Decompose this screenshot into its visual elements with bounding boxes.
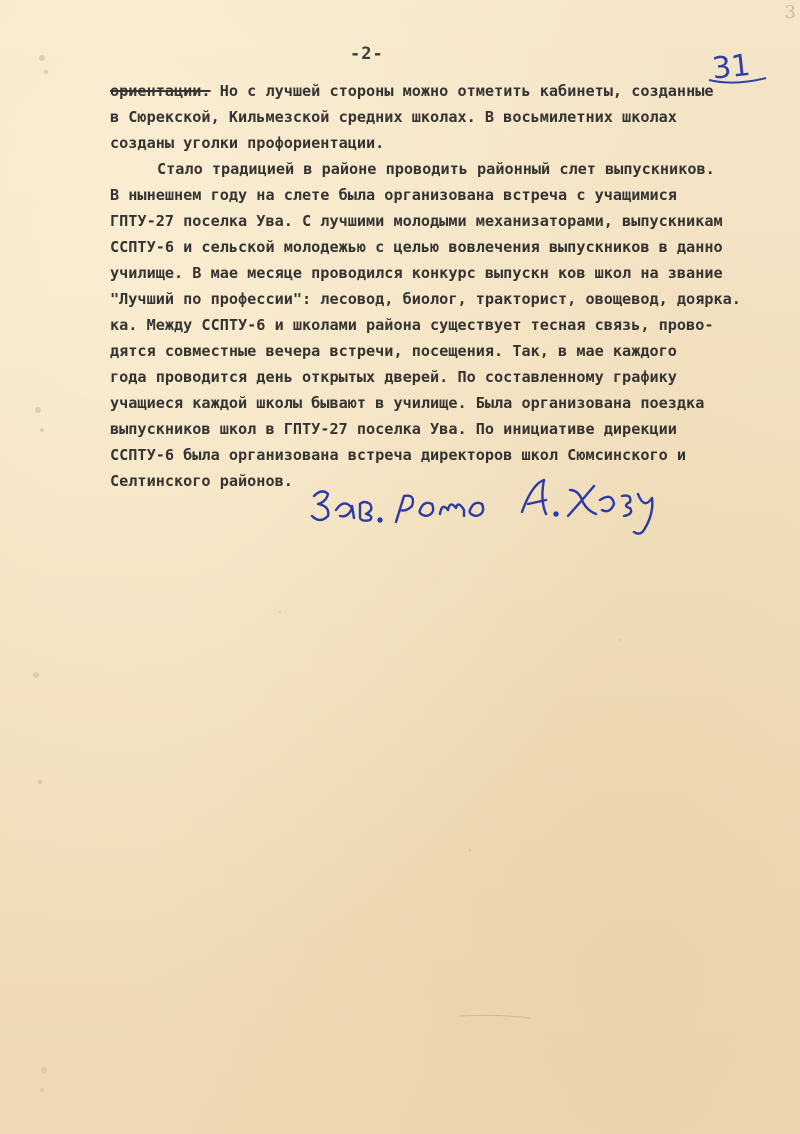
corner-page-number: 3 (784, 2, 796, 23)
text-line-4: Стало традицией в районе проводить районный слет выпускников. (157, 160, 715, 178)
text-line-7: ССПТУ-6 и сельской молодежью с целью вовлечения выпускников в данно (110, 238, 723, 256)
text-line-8: училище. В мае месяце проводился конкурс выпускн ков школ на звание (110, 264, 723, 282)
text-line-2: в Сюрекской, Кильмезской средних школах. В восьмилетних школах (110, 108, 677, 126)
typed-body (110, 78, 800, 494)
text-line-15: ССПТУ-6 была организована встреча директоров школ Сюмсинского и (110, 446, 687, 464)
text-line-9: "Лучший по профессии": лесовод, биолог, тракторист, овощевод, доярка. (110, 290, 741, 308)
text-line-13: учащиеся каждой школы бывают в училище. Была организована поездка (110, 394, 705, 412)
archive-sheet-number-text: 31 (710, 47, 753, 87)
text-line-1 (110, 78, 800, 104)
text-line-14: выпускников школ в ГПТУ-27 поселка Ува. По инициативе дирекции (110, 420, 677, 438)
text-line-10: ка. Между ССПТУ-6 и школами района существует тесная связь, прово- (110, 316, 714, 334)
text-line-3: созданы уголки профориентации. (110, 134, 385, 152)
page-number: -2- (350, 44, 384, 64)
signature-position-strokes (312, 491, 483, 522)
text-line-11: дятся совместные вечера встречи, посещения. Так, в мае каждого (110, 342, 677, 360)
signature-name-strokes (522, 480, 652, 534)
text-line-16: Селтинского районов. (110, 472, 293, 490)
handwritten-signature (300, 470, 680, 540)
text-line-1-rest: Но с лучшей стороны можно отметить кабинеты, созданные (210, 82, 714, 100)
text-line-6: ГПТУ-27 поселка Ува. С лучшими молодыми механизаторами, выпускникам (110, 212, 723, 230)
struck-word: ориентации. (110, 82, 211, 100)
text-line-5: В нынешнем году на слете была организована встреча с учащимися (110, 186, 677, 204)
text-line-12: года проводится день открытых дверей. По составленному графику (110, 368, 677, 386)
